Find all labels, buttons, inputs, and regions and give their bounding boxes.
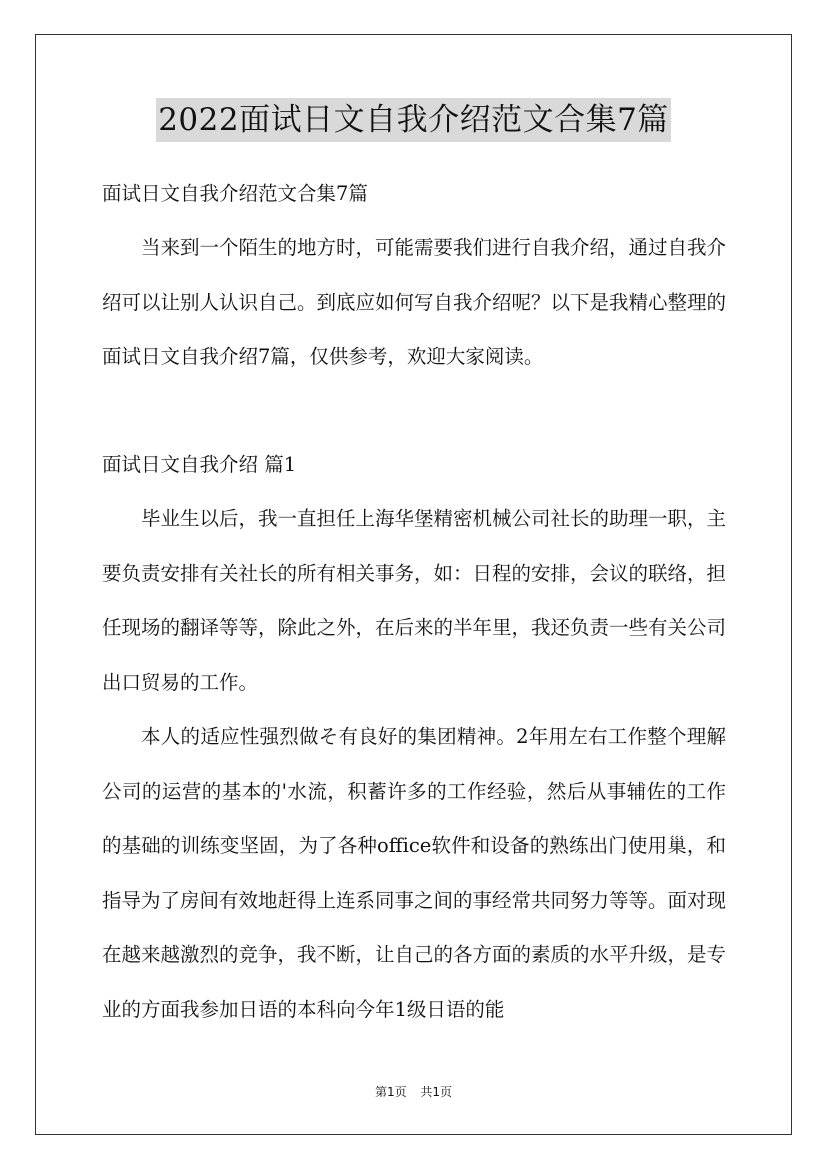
section-heading: 面试日文自我介绍 篇1: [102, 453, 297, 476]
page-number: 第1页: [374, 1085, 407, 1099]
section-paragraph: 本人的适应性强烈做そ有良好的集团精神。2年用左右工作整个理解公司的运营的基本的'水流，积蓄许多的工作经验，然后从事辅佐的工作的基础的训练变坚固，为了各种office软件和设备的熟练出门使用巢，和指导为了房间有效地赶得上连系同事之间的事经常共同努力等等。面对现在越来越激烈的竞争，我不断，让自己的各方面的素质的水平升级，是专业的方面我参加日语的本科向今年1级日语的能: [102, 725, 727, 1021]
document-title-text: 2022面试日文自我介绍范文合集7篇: [156, 98, 671, 142]
section-paragraph: 毕业生以后，我一直担任上海华堡精密机械公司社长的助理一职，主要负责安排有关社长的所有相关事务，如：日程的安排，会议的联络，担任现场的翻译等等，除此之外，在后来的半年里，我还负责一些有关公司出口贸易的工作。: [102, 507, 727, 694]
document-subtitle: 面试日文自我介绍范文合集7篇: [102, 182, 368, 205]
document-title: [0, 98, 827, 142]
section-body: [102, 492, 726, 1037]
intro-paragraph: 当来到一个陌生的地方时，可能需要我们进行自我介绍，通过自我介绍可以让别人认识自己。到底应如何写自我介绍呢？以下是我精心整理的面试日文自我介绍7篇，仅供参考，欢迎大家阅读。: [102, 236, 727, 368]
page-total: 共1页: [420, 1085, 453, 1099]
page-footer: [0, 1083, 827, 1101]
